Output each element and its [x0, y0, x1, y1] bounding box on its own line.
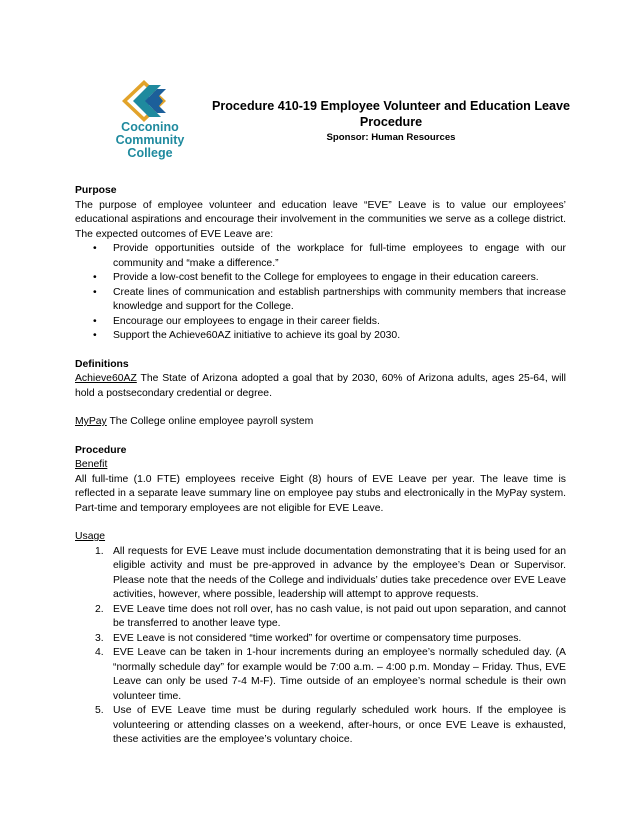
definition-mypay [75, 415, 566, 430]
page-title [206, 98, 576, 130]
title-line: Procedure [359, 115, 423, 129]
benefit-text: All full-time (1.0 FTE) employees receive Eight (8) hours of EVE Leave per year. The leave time is reflected in a separate leave summary line on employee pay stubs and electronically in the MyPay system. Part-time and temporary employees are not eligible for EVE Leave. [75, 473, 566, 514]
logo-wordmark [104, 121, 196, 160]
definition-achieve60az [75, 372, 566, 401]
list-item-text: Provide opportunities outside of the workplace for full-time employees to engage with our community and “make a difference.” [113, 243, 566, 269]
chevron-logo-icon [122, 80, 178, 122]
list-number: 4. [95, 647, 104, 658]
sponsor-line: Sponsor: Human Resources [326, 132, 456, 143]
list-number: 1. [95, 545, 104, 557]
term-mypay: MyPay [75, 416, 107, 427]
college-logo [104, 78, 196, 166]
list-item [75, 632, 566, 647]
list-item-text: Encourage our employees to engage in their career fields. [113, 315, 380, 327]
document-header [206, 98, 576, 145]
definitions-heading: Definitions [75, 358, 129, 370]
definition-text: The College online employee payroll system [106, 416, 314, 427]
list-item [75, 315, 566, 330]
list-item-text: EVE Leave time does not roll over, has no cash value, is not paid out upon separation, and cannot be transferred to another leave type. [113, 603, 566, 629]
purpose-list [75, 242, 566, 344]
list-item [75, 242, 566, 271]
list-item [75, 704, 566, 748]
list-item-text: Create lines of communication and establish partnerships with community members that increase knowledge and support for the College. [113, 286, 566, 312]
list-item [75, 286, 566, 315]
list-item-text: Support the Achieve60AZ initiative to achieve its goal by 2030. [113, 330, 401, 341]
list-item [75, 646, 566, 704]
term-achieve60az: Achieve60AZ [75, 373, 137, 384]
benefit-heading: Benefit [75, 459, 108, 470]
list-item-text: Use of EVE Leave time must be during regularly scheduled work hours. If the employee is volunteering or attending classes on a weekend, after-hours, or once EVE Leave is exhausted, these activities are the employee’s voluntary choice. [113, 705, 566, 745]
list-item-text: All requests for EVE Leave must include documentation demonstrating that it is being used for an eligible activity and must be pre-approved in advance by the employee’s Dean or Supervisor. Please note that the needs of the College and individuals’ duties take precedence over EVE Leave activities, however, where possible, leadership will attempt to approve requests. [113, 545, 566, 600]
list-item [75, 271, 566, 286]
list-item-text: Provide a low-cost benefit to the College for employees to engage in their education careers. [113, 272, 539, 283]
list-item-text: EVE Leave is not considered “time worked” for overtime or compensatory time purposes. [113, 632, 522, 644]
purpose-heading: Purpose [75, 185, 117, 196]
bullet-icon: • [93, 315, 97, 327]
definition-text: The State of Arizona adopted a goal that by 2030, 60% of Arizona adults, ages 25-64, will hold a postsecondary credential or degree. [75, 373, 566, 399]
list-number: 3. [95, 632, 104, 644]
document-body [75, 184, 566, 748]
logo-line: Coconino [121, 120, 179, 134]
bullet-icon: • [93, 330, 97, 341]
usage-heading: Usage [75, 531, 106, 542]
list-item [75, 329, 566, 344]
list-item [75, 545, 566, 603]
usage-list [75, 545, 566, 748]
procedure-heading: Procedure [75, 444, 127, 456]
purpose-intro: The purpose of employee volunteer and education leave “EVE” Leave is to value our employees’ educational aspirations and encourage their involvement in the communities we serve as a college district. The expected outcomes of EVE Leave are: [75, 199, 566, 240]
list-number: 2. [95, 603, 104, 615]
title-line: Procedure 410-19 Employee Volunteer and Education Leave [211, 99, 571, 113]
list-item [75, 603, 566, 632]
logo-line: Community [115, 133, 185, 147]
list-number: 5. [95, 705, 104, 716]
list-item-text: EVE Leave can be taken in 1-hour increments during an employee’s normally scheduled day. (A “normally schedule day” for example would be 7:00 a.m. – 4:00 p.m. Monday – Friday. Thus, EVE Leave can only be used 7-4 M-F). Time outside of an employee’s normal schedule is their own volunteer time. [113, 647, 566, 702]
bullet-icon: • [93, 243, 97, 254]
bullet-icon: • [93, 286, 97, 298]
logo-line: College [127, 146, 173, 160]
bullet-icon: • [93, 272, 97, 283]
